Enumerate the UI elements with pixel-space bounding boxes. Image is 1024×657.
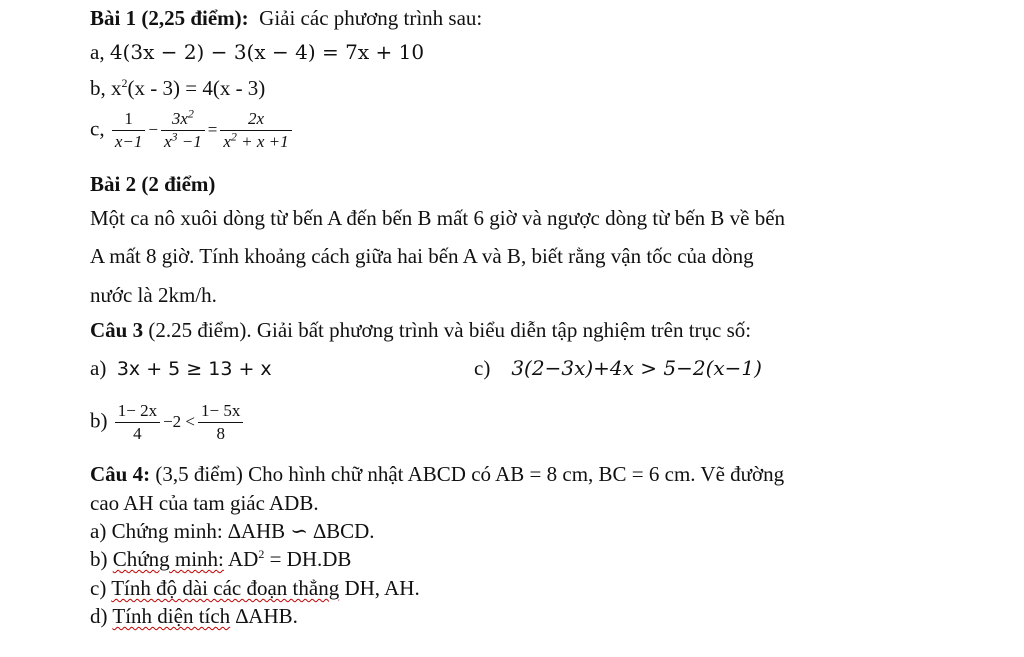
bai1-b-equation [111, 76, 265, 100]
fraction-numerator: 1− 5x [198, 400, 243, 423]
cau4-a-text: Chứng minh: [111, 519, 223, 543]
cau3-b-label: b) [90, 408, 108, 433]
bai1-part-b [90, 76, 265, 101]
fraction-numerator: 1 [112, 108, 146, 131]
cau4-d-text: Tính diện tích [112, 604, 231, 628]
cau3-heading [90, 318, 751, 343]
cau4-b-math [228, 547, 351, 571]
fraction-numerator: 1− 2x [115, 400, 160, 423]
cau3-part-c [474, 356, 762, 381]
equals-sign: = [207, 120, 218, 140]
bai1-part-a [90, 40, 424, 65]
cau4-title: Câu 4: [90, 462, 151, 486]
bai2-title: Bài 2 (2 điểm) [90, 172, 216, 196]
cau3-a-inequality: 3x + 5 ≥ 13 + x [116, 358, 272, 380]
cau4-a-math: ∆AHB ∽ ∆BCD. [227, 519, 375, 543]
fraction-denominator [220, 131, 291, 153]
bai1-b-label: b, [90, 76, 106, 100]
cau4-b-math-rest: = DH.DB [264, 547, 352, 571]
fraction-denominator [161, 131, 205, 153]
cau3-c-label: c) [474, 356, 491, 380]
bai1-c-fraction-2 [161, 108, 205, 153]
bai1-c-fraction-3 [220, 108, 291, 153]
cau3-b-fraction-2 [198, 400, 243, 445]
fraction-numerator: 2x [220, 108, 291, 131]
cau4-line-2: cao AH của tam giác ADB. [90, 491, 319, 515]
cau4-part-c [90, 576, 420, 601]
bai2-line-2: A mất 8 giờ. Tính khoảng cách giữa hai bến A và B, biết rằng vận tốc của dòng [90, 244, 754, 268]
bai1-a-label: a, [90, 40, 105, 64]
bai1-a-equation: 4(3x − 2) − 3(x − 4) = 7x + 10 [109, 40, 425, 64]
denominator-base: x [223, 132, 231, 151]
cau4-b-math-exponent: 2 [258, 547, 265, 561]
cau4-c-label: c) [90, 576, 107, 600]
denominator-rest: −1 [177, 132, 202, 151]
denominator-rest: + x +1 [236, 132, 289, 151]
cau3-b-middle: −2 < [163, 412, 196, 432]
cau3-c-inequality: 3(2−3x)+4x > 5−2(x−1) [511, 356, 762, 380]
cau3-title: Câu 3 [90, 318, 144, 342]
bai1-heading [90, 6, 482, 31]
cau3-instruction: (2.25 điểm). Giải bất phương trình và biểu diễn tập nghiệm trên trục số: [143, 318, 752, 342]
bai1-b-exponent: 2 [121, 76, 128, 90]
bai2-line-3: nước là 2km/h. [90, 283, 217, 307]
denominator-exponent: 2 [230, 129, 237, 144]
bai1-title: Bài 1 (2,25 điểm): [90, 6, 249, 30]
bai1-instruction: Giải các phương trình sau: [259, 6, 483, 30]
cau4-c-rest: DH, AH. [339, 576, 420, 600]
cau4-b-math-base: AD [228, 547, 259, 571]
cau4-c-text: Tính độ dài các đoạn thẳng [111, 576, 340, 600]
bai1-c-fraction-1 [112, 108, 146, 153]
denominator-exponent: 3 [171, 129, 178, 144]
minus-sign: − [148, 120, 158, 140]
cau4-part-b [90, 547, 351, 572]
denominator-base: x [163, 132, 172, 151]
cau4-part-d [90, 604, 298, 629]
fraction-denominator: x−1 [114, 132, 143, 151]
cau3-b-fraction-1 [115, 400, 160, 445]
bai2-line-1: Một ca nô xuôi dòng từ bến A đến bến B mất 6 giờ và ngược dòng từ bến B về bến [90, 206, 786, 230]
fraction-denominator: 4 [133, 424, 142, 443]
bai1-c-label: c, [90, 116, 105, 141]
cau4-d-label: d) [90, 604, 108, 628]
bai1-part-c [90, 108, 294, 153]
cau3-part-a [90, 356, 272, 381]
cau3-part-b [90, 400, 245, 445]
cau4-line-1 [90, 462, 784, 487]
cau4-d-math: ∆AHB. [230, 604, 298, 628]
bai1-b-rest: (x - 3) = 4(x - 3) [127, 76, 266, 100]
cau4-b-text: Chứng minh: [112, 547, 224, 571]
cau4-intro: (3,5 điểm) Cho hình chữ nhật ABCD có AB = 8 cm, BC = 6 cm. Vẽ đường [150, 462, 785, 486]
numerator-exponent: 2 [187, 106, 194, 121]
fraction-denominator: 8 [216, 424, 225, 443]
bai1-b-base: x [111, 76, 122, 100]
cau4-a-label: a) [90, 519, 107, 543]
cau4-b-label: b) [90, 547, 108, 571]
fraction-numerator [161, 108, 205, 131]
cau4-part-a [90, 519, 375, 544]
numerator-base: 3x [171, 109, 188, 128]
cau3-a-label: a) [90, 356, 107, 380]
